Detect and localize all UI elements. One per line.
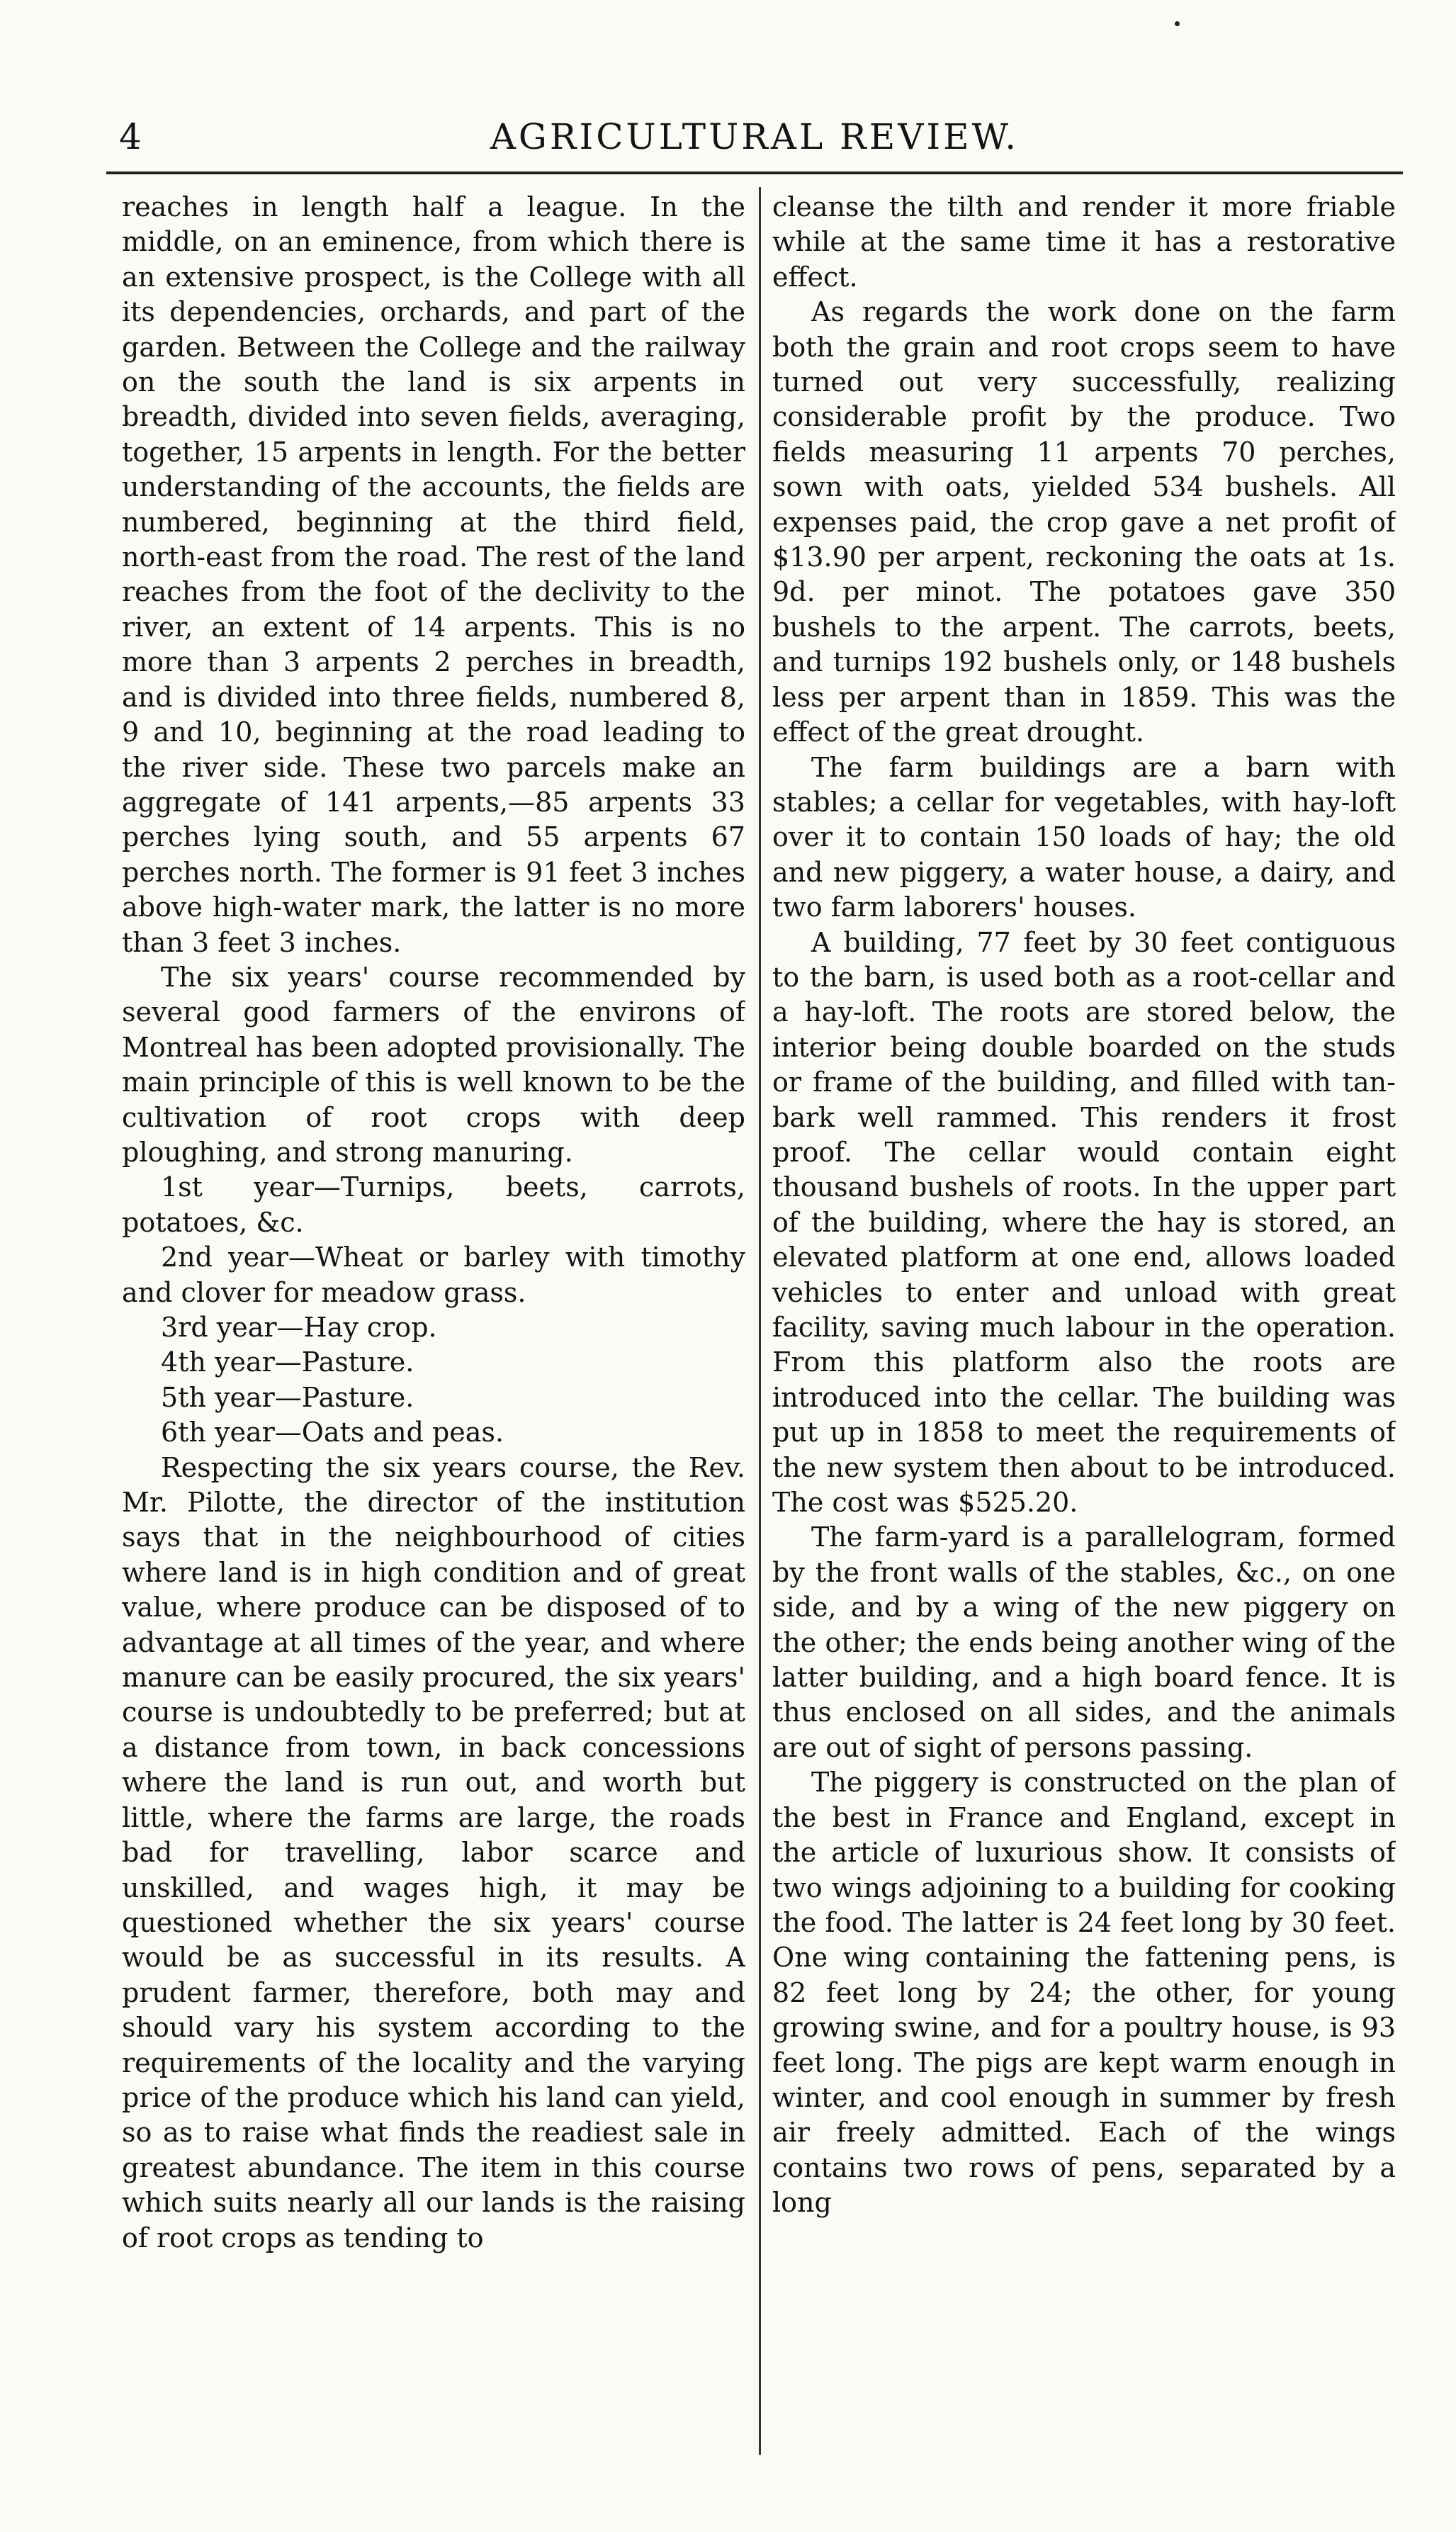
rotation-item: 3rd year—Hay crop.: [161, 1312, 437, 1343]
header-rule: [106, 171, 1403, 174]
rotation-item: 2nd year—Wheat or barley with timothy and clover for meadow grass.: [122, 1242, 745, 1308]
page-header: [106, 112, 1403, 163]
right-column: [772, 190, 1396, 2486]
paragraph: A building, 77 feet by 30 feet contiguous to the barn, is used both as a root-cellar and a hay-loft. The roots are stored below, the interior being double boarded on the studs or frame of the building, and filled with tan-bark well rammed. This renders it frost proof. The cellar would contain eight thousand bushels of roots. In the upper part of the building, where the hay is stored, an elevated platform at one end, allows loaded vehicles to enter and unload with great facility, saving much labour in the operation. From this platform also the roots are introduced into the cellar. The building was put up in 1858 to meet the requirements of the new system then about to be introduced. The cost was $525.20.: [772, 926, 1396, 1519]
rotation-item: 5th year—Pasture.: [161, 1381, 414, 1413]
paragraph: cleanse the tilth and render it more friable while at the same time it has a restorative effect.: [772, 191, 1396, 293]
rotation-item: 1st year—Turnips, beets, carrots, potatoes, &c.: [122, 1171, 745, 1238]
rotation-item: 4th year—Pasture.: [161, 1346, 414, 1378]
paragraph: The farm buildings are a barn with stables; a cellar for vegetables, with hay-loft over it to contain 150 loads of hay; the old and new piggery, a water house, a dairy, and two farm laborers' houses.: [772, 751, 1396, 923]
paragraph: The six years' course recommended by several good farmers of the environs of Montreal has been adopted provisionally. The main principle of this is well known to be the cultivation of root crops with deep ploughing, and strong manuring.: [122, 961, 745, 1168]
paragraph: The farm-yard is a parallelogram, formed by the front walls of the stables, &c., on one side, and by a wing of the new piggery on the other; the ends being another wing of the latter building, and a high board fence. It is thus enclosed on all sides, and the animals are out of sight of persons passing.: [772, 1521, 1396, 1763]
stray-ink-dot: [1175, 21, 1180, 26]
paragraph: Respecting the six years course, the Rev. Mr. Pilotte, the director of the institution says that in the neighbourhood of cities where land is in high condition and of great value, where produce can be disposed of to advantage at all times of the year, and where manure can be easily procured, the six years' course is undoubtedly to be preferred; but at a distance from town, in back concessions where the land is run out, and worth but little, where the farms are large, the roads bad for travelling, labor scarce and unskilled, and wages high, it may be questioned whether the six years' course would be as successful in its results. A prudent farmer, therefore, both may and should vary his system according to the requirements of the locality and the varying price of the produce which his land can yield, so as to raise what finds the readiest sale in greatest abundance. The item in this course which suits nearly all our lands is the raising of root crops as tending to: [122, 1451, 745, 2254]
paragraph: reaches in length half a league. In the middle, on an eminence, from which there is an extensive prospect, is the College with all its dependencies, orchards, and part of the garden. Between the College and the railway on the south the land is six arpents in breadth, divided into seven fields, averaging, together, 15 arpents in length. For the better understanding of the accounts, the fields are numbered, beginning at the third field, north-east from the road. The rest of the land reaches from the foot of the declivity to the river, an extent of 14 arpents. This is no more than 3 arpents 2 perches in breadth, and is divided into three fields, numbered 8, 9 and 10, beginning at the road leading to the river side. These two parcels make an aggregate of 141 arpents,—85 arpents 33 perches lying south, and 55 arpents 67 perches north. The former is 91 feet 3 inches above high-water mark, the latter is no more than 3 feet 3 inches.: [122, 191, 745, 958]
page-number: 4: [119, 116, 142, 157]
column-divider: [759, 187, 761, 2455]
left-column: [122, 190, 745, 2486]
paragraph: The piggery is constructed on the plan of the best in France and England, except in the article of luxurious show. It consists of two wings adjoining to a building for cooking the food. The latter is 24 feet long by 30 feet. One wing containing the fattening pens, is 82 feet long by 24; the other, for young growing swine, and for a poultry house, is 93 feet long. The pigs are kept warm enough in winter, and cool enough in summer by fresh air freely admitted. Each of the wings contains two rows of pens, separated by a long: [772, 1767, 1396, 2219]
paragraph: As regards the work done on the farm both the grain and root crops seem to have turned out very successfully, realizing considerable profit by the produce. Two fields measuring 11 arpents 70 perches, sown with oats, yielded 534 bushels. All expenses paid, the crop gave a net profit of $13.90 per arpent, reckoning the oats at 1s. 9d. per minot. The potatoes gave 350 bushels to the arpent. The carrots, beets, and turnips 192 bushels only, or 148 bushels less per arpent than in 1859. This was the effect of the great drought.: [772, 296, 1396, 748]
rotation-item: 6th year—Oats and peas.: [161, 1417, 504, 1448]
running-title: AGRICULTURAL REVIEW.: [490, 116, 1020, 157]
